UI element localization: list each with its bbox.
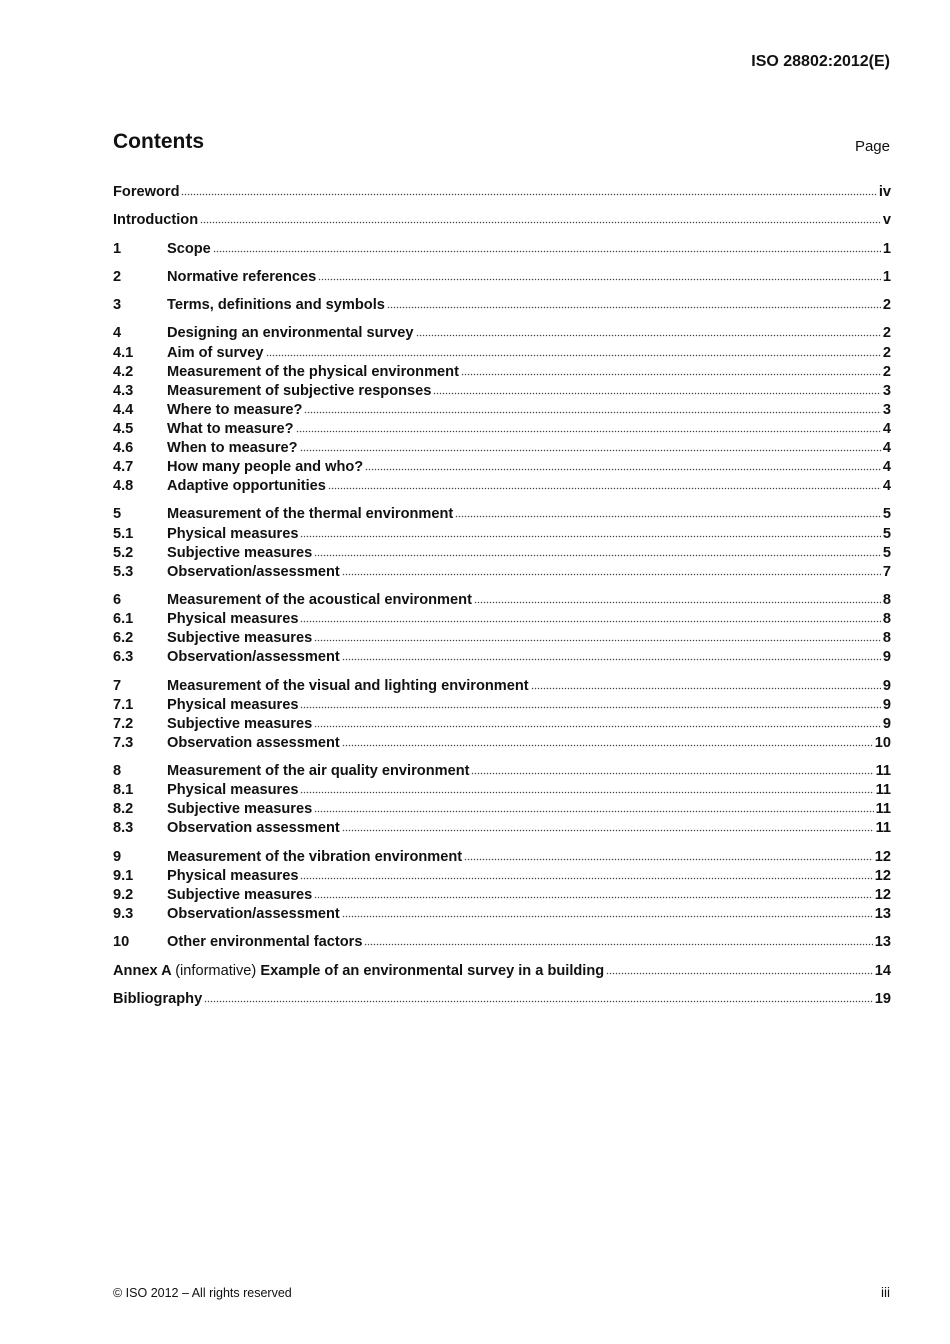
dot-leader (433, 385, 880, 395)
dot-leader (181, 186, 876, 196)
toc-entry-bibliography[interactable] (113, 990, 891, 1009)
toc-number: 9 (113, 848, 122, 865)
dot-leader (314, 889, 873, 899)
toc-entry[interactable] (113, 296, 891, 315)
toc-entry[interactable] (113, 458, 891, 477)
toc-title: Subjective measures (167, 801, 313, 818)
toc-entry[interactable] (113, 240, 891, 259)
toc-page: 13 (874, 905, 891, 922)
toc-title: Measurement of the thermal environment (167, 506, 454, 523)
toc-title: Subjective measures (167, 715, 313, 732)
toc-entry[interactable] (113, 505, 891, 524)
toc-entry[interactable] (113, 800, 891, 819)
toc-entry[interactable] (113, 629, 891, 648)
dot-leader (328, 480, 881, 490)
toc-number: 5.1 (113, 525, 134, 542)
dot-leader (318, 271, 881, 281)
dot-leader (342, 651, 881, 661)
toc-title: Designing an environmental survey (167, 325, 414, 342)
toc-title: Observation/assessment (167, 649, 340, 666)
toc-page: 11 (875, 763, 891, 780)
toc-page: 2 (882, 325, 891, 342)
dot-leader (300, 528, 880, 538)
toc-page: 11 (875, 820, 891, 837)
toc-number: 6 (113, 592, 122, 608)
toc-title: Observation/assessment (167, 905, 340, 922)
toc-title: How many people and who? (167, 459, 364, 476)
toc-page: 8 (882, 630, 891, 647)
toc-page: 2 (882, 344, 891, 361)
dot-leader (204, 993, 873, 1003)
toc-entry[interactable] (113, 563, 891, 582)
dot-leader (455, 508, 881, 518)
dot-leader (416, 327, 881, 337)
dot-leader (314, 718, 881, 728)
toc-title: Observation/assessment (167, 563, 340, 580)
toc-title: Scope (167, 240, 211, 257)
toc-page: 3 (882, 382, 891, 399)
toc-entry[interactable] (113, 344, 891, 363)
dot-leader (296, 423, 881, 433)
toc-number: 5.3 (113, 563, 134, 580)
toc-title: Physical measures (167, 611, 299, 628)
toc-page: 4 (882, 459, 891, 476)
toc-page: 9 (882, 696, 891, 713)
toc-title: Normative references (167, 268, 317, 285)
dot-leader (200, 214, 881, 224)
toc-page: 9 (882, 677, 891, 694)
toc-title: Measurement of subjective responses (167, 382, 432, 399)
toc-number: 7.2 (113, 715, 134, 732)
dot-leader (471, 765, 873, 775)
footer-page-number: iii (881, 1285, 890, 1300)
dot-leader (300, 870, 872, 880)
toc-number: 4.3 (113, 382, 134, 399)
toc-page: 5 (882, 506, 891, 523)
toc-entry[interactable] (113, 781, 891, 800)
toc-number: 9.1 (113, 867, 134, 884)
toc-title: Physical measures (167, 696, 299, 713)
toc-page: 7 (882, 563, 891, 580)
toc-number: 7 (113, 677, 122, 694)
toc-title: Aim of survey (167, 344, 264, 361)
toc-entry[interactable] (113, 905, 891, 924)
toc-entry[interactable] (113, 677, 891, 696)
toc-title: Subjective measures (167, 886, 313, 903)
toc-number: 4.2 (113, 363, 134, 380)
dot-leader (342, 822, 874, 832)
dot-leader (464, 851, 873, 861)
toc-title: Introduction (113, 212, 199, 229)
toc-title (113, 962, 604, 981)
toc-number: 10 (113, 934, 130, 951)
toc-page: 12 (874, 848, 891, 865)
toc-number: 4.4 (113, 401, 134, 418)
toc-entry[interactable] (113, 544, 891, 563)
toc-entry[interactable] (113, 610, 891, 629)
toc-number: 1 (113, 240, 122, 257)
toc-number: 5 (113, 506, 122, 523)
annex-label: Annex A (113, 962, 172, 979)
toc-title: Observation assessment (167, 734, 340, 751)
toc-title: Physical measures (167, 525, 299, 542)
toc-number: 4.8 (113, 478, 134, 495)
toc-page: v (882, 212, 891, 229)
toc-number: 8 (113, 763, 122, 780)
toc-page: 5 (882, 525, 891, 542)
toc-entry[interactable] (113, 420, 891, 439)
toc-number: 8.3 (113, 820, 134, 837)
toc-number: 2 (113, 268, 122, 285)
toc-page: 2 (882, 297, 891, 314)
toc-title: Where to measure? (167, 401, 303, 418)
toc-title: Measurement of the vibration environment (167, 848, 463, 865)
toc-number: 6.3 (113, 649, 134, 666)
toc-number: 6.2 (113, 630, 134, 647)
toc-page: 9 (882, 649, 891, 666)
toc-entry[interactable] (113, 382, 891, 401)
dot-leader (304, 404, 880, 414)
toc-page: iv (878, 184, 891, 200)
toc-entry-introduction[interactable] (113, 211, 891, 230)
toc-entry-foreword[interactable] (113, 183, 891, 202)
toc-page: 2 (882, 363, 891, 380)
table-of-contents (113, 183, 891, 1009)
toc-entry[interactable] (113, 867, 891, 886)
toc-entry[interactable] (113, 363, 891, 382)
toc-page: 1 (882, 240, 891, 257)
dot-leader (300, 442, 881, 452)
dot-leader (314, 632, 881, 642)
toc-entry[interactable] (113, 886, 891, 905)
toc-title: Measurement of the visual and lighting environment (167, 677, 529, 694)
toc-entry[interactable] (113, 696, 891, 715)
toc-entry[interactable] (113, 734, 891, 753)
toc-page: 5 (882, 544, 891, 561)
toc-entry[interactable] (113, 525, 891, 544)
annex-note: (informative) (175, 962, 257, 979)
dot-leader (474, 594, 881, 604)
dot-leader (314, 547, 881, 557)
footer-copyright: © ISO 2012 – All rights reserved (113, 1286, 292, 1300)
page-title: Contents (113, 130, 204, 153)
toc-number: 4 (113, 325, 122, 342)
toc-entry[interactable] (113, 591, 891, 610)
toc-number: 6.1 (113, 611, 134, 628)
page-header-doc-id: ISO 28802:2012(E) (751, 53, 890, 70)
dot-leader (342, 908, 873, 918)
toc-title: Measurement of the acoustical environment (167, 592, 472, 608)
toc-title: Bibliography (113, 990, 203, 1007)
toc-title: Other environmental factors (167, 934, 363, 951)
toc-page: 1 (882, 268, 891, 285)
toc-page: 3 (882, 401, 891, 418)
toc-page: 12 (874, 886, 891, 903)
toc-page: 14 (874, 962, 891, 979)
dot-leader (365, 461, 881, 471)
dot-leader (531, 680, 881, 690)
dot-leader (213, 243, 881, 253)
toc-entry[interactable] (113, 439, 891, 458)
toc-page: 11 (875, 782, 891, 799)
toc-page: 4 (882, 439, 891, 456)
dot-leader (606, 965, 873, 975)
toc-number: 8.1 (113, 782, 134, 799)
toc-number: 3 (113, 297, 122, 314)
toc-entry[interactable] (113, 268, 891, 287)
toc-entry[interactable] (113, 401, 891, 420)
toc-entry[interactable] (113, 648, 891, 667)
toc-title: When to measure? (167, 439, 298, 456)
toc-title: Foreword (113, 184, 180, 200)
dot-leader (387, 299, 881, 309)
toc-number: 7.3 (113, 734, 134, 751)
dot-leader (364, 936, 872, 946)
dot-leader (266, 347, 881, 357)
toc-title: Physical measures (167, 782, 299, 799)
toc-number: 9.3 (113, 905, 134, 922)
toc-entry[interactable] (113, 715, 891, 734)
toc-entry[interactable] (113, 933, 891, 952)
toc-title: Adaptive opportunities (167, 478, 326, 495)
toc-entry[interactable] (113, 848, 891, 867)
toc-page: 4 (882, 420, 891, 437)
toc-number: 8.2 (113, 801, 134, 818)
toc-page: 9 (882, 715, 891, 732)
toc-title: Observation assessment (167, 820, 340, 837)
toc-title: Measurement of the physical environment (167, 363, 459, 380)
toc-title: Measurement of the air quality environment (167, 763, 470, 780)
dot-leader (314, 803, 873, 813)
annex-title: Example of an environmental survey in a building (260, 962, 605, 979)
dot-leader (461, 366, 881, 376)
toc-page: 12 (874, 867, 891, 884)
toc-number: 4.6 (113, 439, 134, 456)
toc-entry[interactable] (113, 324, 891, 343)
toc-page: 8 (882, 592, 891, 608)
toc-page: 8 (882, 611, 891, 628)
dot-leader (342, 566, 881, 576)
toc-page: 10 (874, 734, 891, 751)
dot-leader (300, 613, 880, 623)
toc-page: 19 (874, 990, 891, 1007)
toc-entry[interactable] (113, 762, 891, 781)
toc-title: Physical measures (167, 867, 299, 884)
toc-number: 7.1 (113, 696, 134, 713)
toc-title: Terms, definitions and symbols (167, 297, 385, 314)
toc-title: What to measure? (167, 420, 294, 437)
toc-number: 4.1 (113, 344, 134, 361)
toc-number: 5.2 (113, 544, 134, 561)
dot-leader (300, 784, 873, 794)
page-column-label: Page (854, 138, 890, 155)
toc-title: Subjective measures (167, 630, 313, 647)
toc-number: 4.5 (113, 420, 134, 437)
toc-number: 4.7 (113, 459, 134, 476)
toc-page: 11 (875, 801, 891, 818)
toc-title: Subjective measures (167, 544, 313, 561)
toc-page: 13 (874, 934, 891, 951)
toc-entry-annex-a[interactable] (113, 962, 891, 981)
toc-number: 9.2 (113, 886, 134, 903)
dot-leader (300, 699, 880, 709)
toc-entry[interactable] (113, 477, 891, 496)
toc-entry[interactable] (113, 819, 891, 838)
toc-page: 4 (882, 478, 891, 495)
dot-leader (342, 737, 873, 747)
